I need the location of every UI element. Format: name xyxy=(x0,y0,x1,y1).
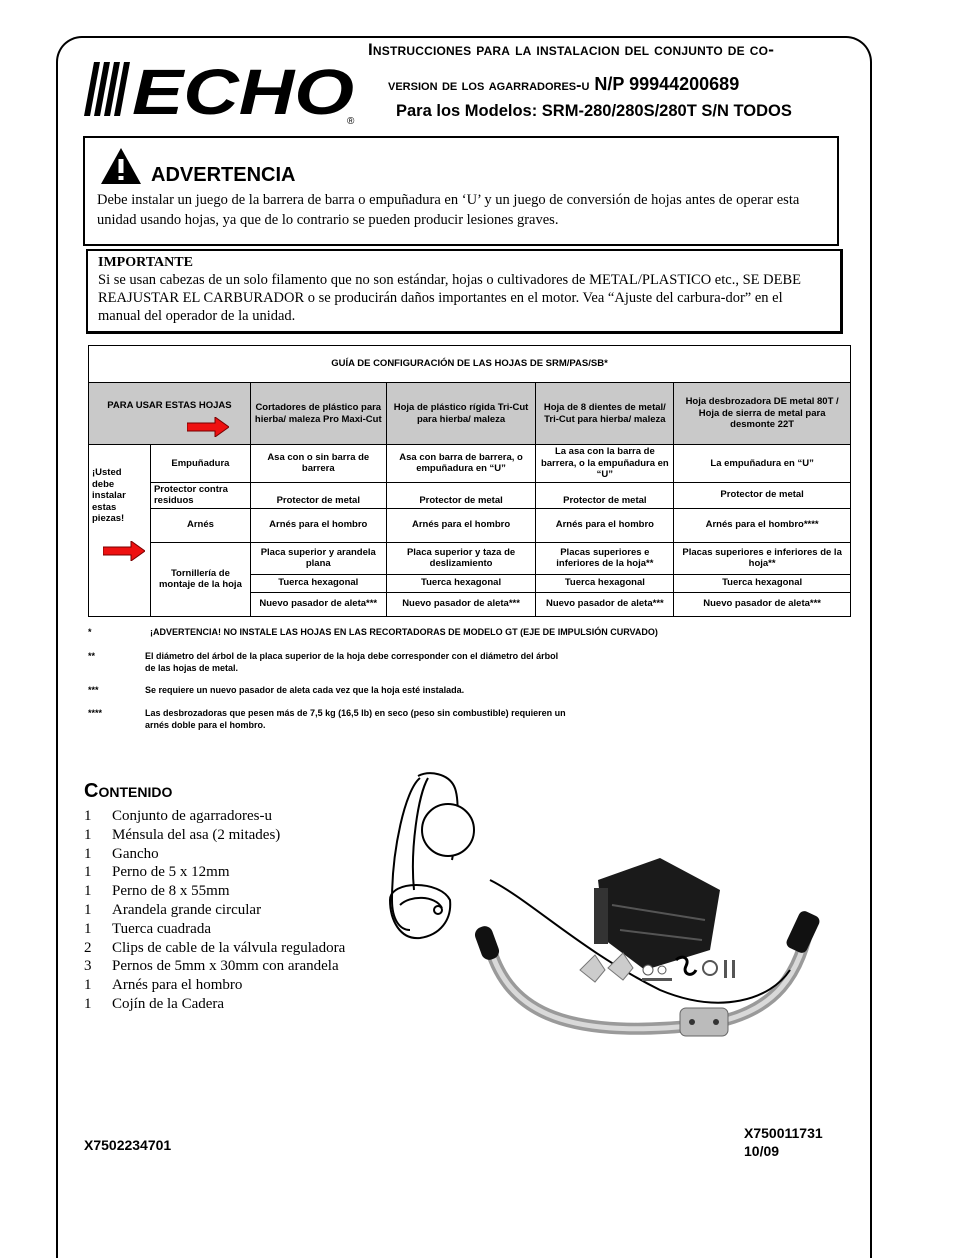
install-parts-label: ¡Usted debe instalar estas piezas! xyxy=(89,445,151,617)
warning-triangle-icon xyxy=(99,146,143,186)
column-header: Hoja de plástico rígida Tri-Cut para hierba/ maleza xyxy=(386,383,536,445)
column-header: Cortadores de plástico para hierba/ maleza Pro Maxi-Cut xyxy=(250,383,386,445)
part-number-left: X7502234701 xyxy=(84,1137,172,1153)
table-cell: Asa con barra de barrera, o empuñadura en “U” xyxy=(386,445,536,483)
table-cell: Nuevo pasador de aleta*** xyxy=(250,592,386,616)
row-label: Tornillería de montaje de la hoja xyxy=(150,542,250,616)
important-text: Si se usan cabezas de un solo filamento que no son estándar, hojas o cultivadores de METAL/PLASTICO etc., SE DEBE REAJUSTAR EL CARBURADOR o se producirán daños importantes en el motor. Vea “Ajuste del carbura-dor” en el manual del operador de la unidad. xyxy=(98,272,801,324)
doc-title-line2: version de los agarradores-u N/P 99944200689 xyxy=(388,74,740,94)
doc-date: 10/09 xyxy=(744,1143,780,1159)
table-cell: Placas superiores e inferiores de la hoja** xyxy=(536,542,674,574)
doc-title-line1: Instrucciones para la instalacion del conjunto de co- xyxy=(368,40,775,59)
row-label: Empuñadura xyxy=(150,445,250,483)
warning-title: ADVERTENCIA xyxy=(151,164,296,186)
table-cell: Protector de metal xyxy=(250,482,386,508)
important-title: IMPORTANTE xyxy=(98,255,193,270)
logo-text: ECHO xyxy=(132,56,354,124)
important-box xyxy=(86,249,843,334)
kit-parts-illustration xyxy=(380,770,850,1060)
table-cell: Protector de metal xyxy=(536,482,674,508)
contents-title: Contenido xyxy=(84,780,173,802)
row-label: Protector contra residuos xyxy=(150,482,250,508)
warning-text: Debe instalar un juego de la barrera de barra o empuñadura en ‘U’ y un juego de conversión de hojas antes de operar esta unidad usando hojas, ya que de lo contrario se pueden producir lesiones graves. xyxy=(97,192,800,228)
shoulder-harness-drawing xyxy=(390,773,474,938)
use-blades-header: PARA USAR ESTAS HOJAS xyxy=(89,383,251,445)
svg-text:®: ® xyxy=(347,116,355,124)
table-cell: La asa con la barra de barrera, o la empuñadura en “U” xyxy=(536,445,674,483)
column-header: Hoja desbrozadora DE metal 80T / Hoja de sierra de metal para desmonte 22T xyxy=(674,383,851,445)
red-arrow-icon xyxy=(187,417,229,437)
table-cell: Tuerca hexagonal xyxy=(386,574,536,592)
table-cell: Protector de metal xyxy=(674,482,851,508)
table-cell: Nuevo pasador de aleta*** xyxy=(674,592,851,616)
table-cell: Placa superior y taza de deslizamiento xyxy=(386,542,536,574)
table-cell: Placa superior y arandela plana xyxy=(250,542,386,574)
table-cell: Asa con o sin barra de barrera xyxy=(250,445,386,483)
table-title: GUÍA DE CONFIGURACIÓN DE LAS HOJAS DE SRM/PAS/SB* xyxy=(89,346,851,383)
warning-box xyxy=(84,137,838,245)
table-cell: Tuerca hexagonal xyxy=(674,574,851,592)
table-cell: Placas superiores e inferiores de la hoja** xyxy=(674,542,851,574)
column-header: Hoja de 8 dientes de metal/ Tri-Cut para hierba/ maleza xyxy=(536,383,674,445)
table-cell: La empuñadura en “U” xyxy=(674,445,851,483)
doc-models: Para los Modelos: SRM-280/280S/280T S/N TODOS xyxy=(396,102,792,120)
table-cell: Tuerca hexagonal xyxy=(536,574,674,592)
echo-logo xyxy=(84,54,364,124)
table-cell: Nuevo pasador de aleta*** xyxy=(536,592,674,616)
hip-pad-drawing xyxy=(594,858,720,970)
table-cell: Protector de metal xyxy=(386,482,536,508)
table-cell: Tuerca hexagonal xyxy=(250,574,386,592)
table-cell: Arnés para el hombro xyxy=(386,508,536,542)
blade-config-table xyxy=(88,345,851,617)
table-cell: Arnés para el hombro xyxy=(536,508,674,542)
part-number-right: X750011731 xyxy=(744,1125,823,1141)
red-arrow-icon xyxy=(103,541,145,561)
row-label: Arnés xyxy=(150,508,250,542)
table-cell: Arnés para el hombro**** xyxy=(674,508,851,542)
table-cell: Nuevo pasador de aleta*** xyxy=(386,592,536,616)
table-cell: Arnés para el hombro xyxy=(250,508,386,542)
